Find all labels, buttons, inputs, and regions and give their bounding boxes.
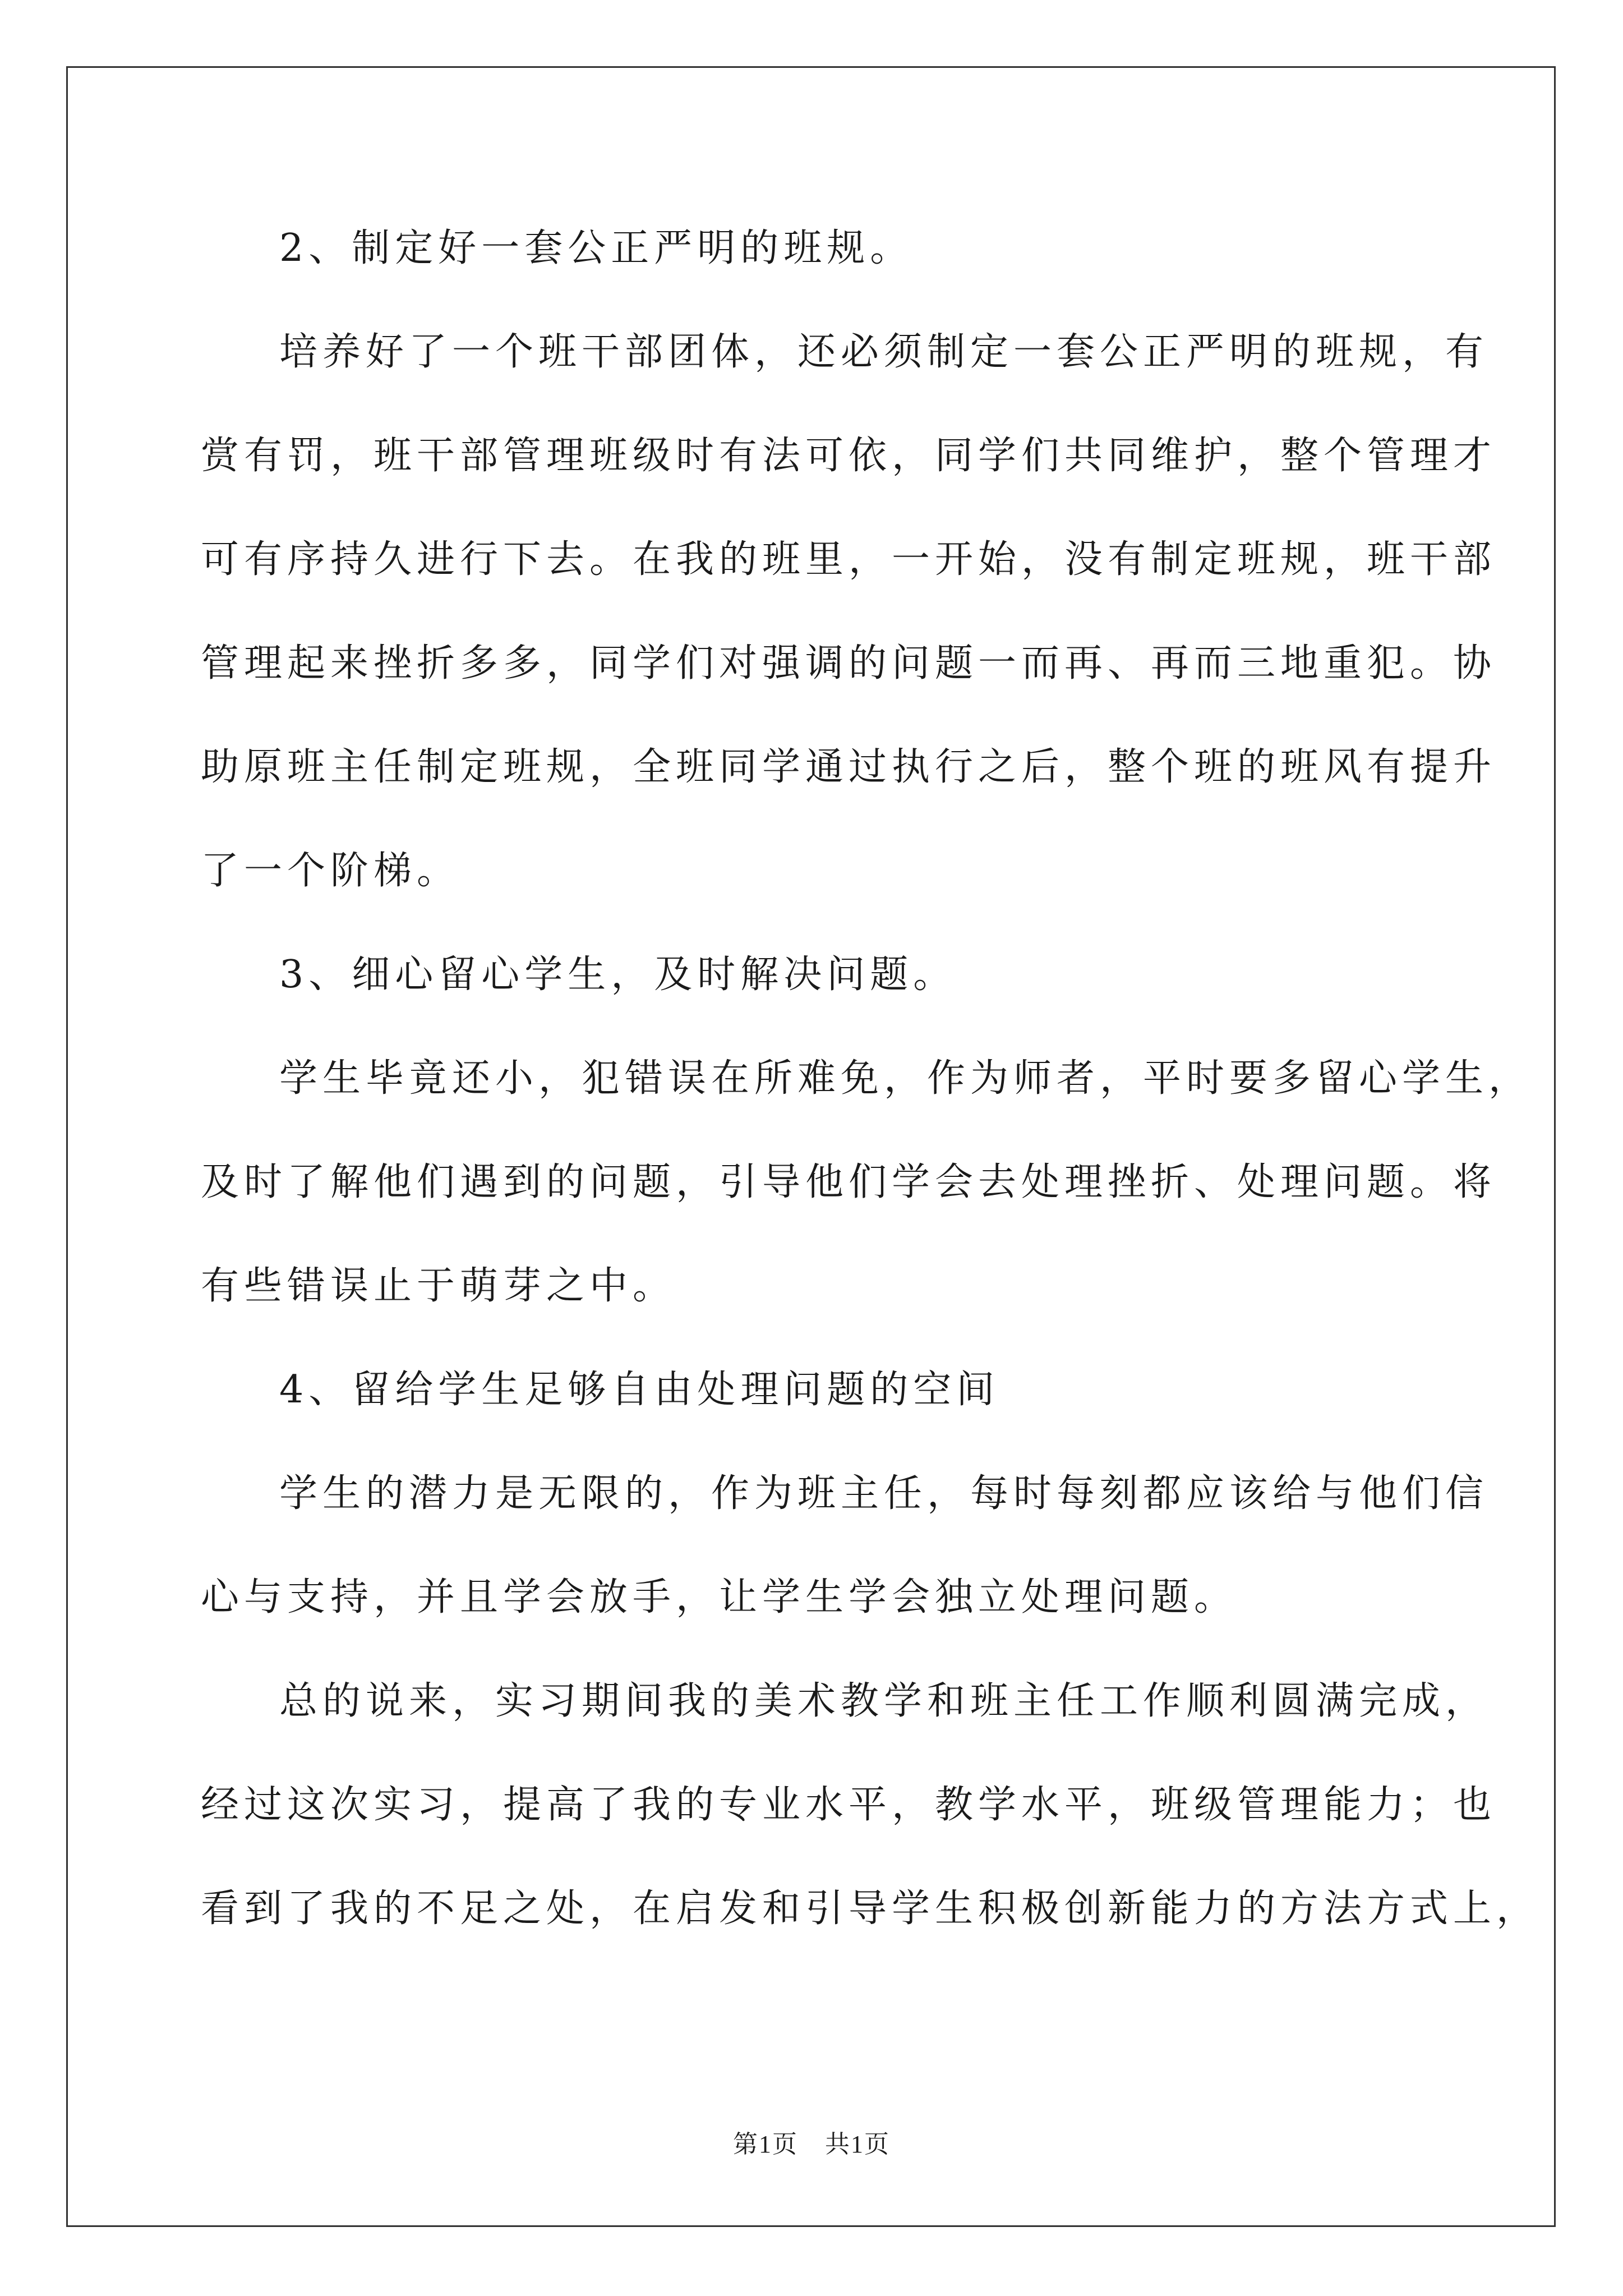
page-number: 第1页 <box>733 2131 798 2158</box>
text-line: 培养好了一个班干部团体，还必须制定一套公正严明的班规，有 <box>279 330 1489 374</box>
text-line: 经过这次实习，提高了我的专业水平，教学水平，班级管理能力；也 <box>201 1783 1497 1827</box>
text-line: 总的说来，实习期间我的美术教学和班主任工作顺利圆满完成， <box>279 1679 1489 1723</box>
text-line: 学生毕竟还小，犯错误在所难免，作为师者，平时要多留心学生， <box>279 1056 1532 1101</box>
document-body <box>201 196 1540 1961</box>
text-line: 了一个阶梯。 <box>201 849 460 893</box>
text-line: 管理起来挫折多多，同学们对强调的问题一而再、再而三地重犯。协 <box>201 641 1497 685</box>
text-line: 可有序持久进行下去。在我的班里，一开始，没有制定班规，班干部 <box>201 537 1497 582</box>
text-line: 4、留给学生足够自由处理问题的空间 <box>279 1368 1000 1412</box>
page-total: 共1页 <box>825 2131 890 2158</box>
page-footer <box>0 2124 1623 2160</box>
text-line: 2、制定好一套公正严明的班规。 <box>279 226 914 270</box>
text-line: 学生的潜力是无限的，作为班主任，每时每刻都应该给与他们信 <box>279 1471 1489 1516</box>
text-line: 助原班主任制定班规，全班同学通过执行之后，整个班的班风有提升 <box>201 745 1497 789</box>
text-line: 有些错误止于萌芽之中。 <box>201 1264 676 1308</box>
text-line: 心与支持，并且学会放手，让学生学会独立处理问题。 <box>201 1575 1238 1619</box>
text-line: 看到了我的不足之处，在启发和引导学生积极创新能力的方法方式上， <box>201 1887 1540 1931</box>
text-line: 及时了解他们遇到的问题，引导他们学会去处理挫折、处理问题。将 <box>201 1160 1497 1204</box>
text-line: 3、细心留心学生，及时解决问题。 <box>279 953 957 997</box>
text-line: 赏有罚，班干部管理班级时有法可依，同学们共同维护，整个管理才 <box>201 434 1497 478</box>
